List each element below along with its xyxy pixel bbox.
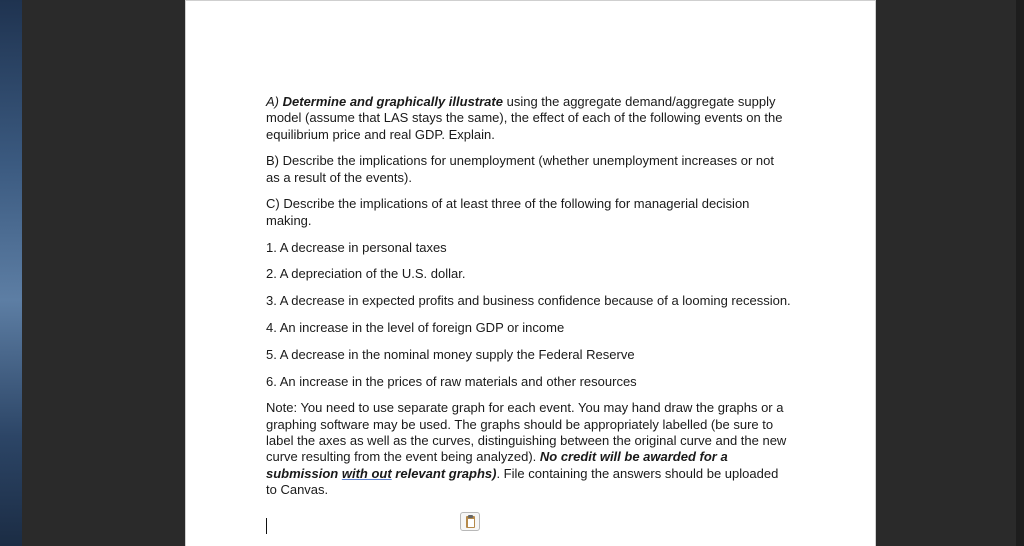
paragraph-c: C) Describe the implications of at least three of the following for managerial decision making. [266, 196, 750, 228]
clipboard-sheet [468, 519, 474, 527]
clipboard-clip [468, 515, 473, 518]
window-edge [1016, 0, 1024, 546]
paragraph-a-lead: A) [266, 94, 283, 109]
paragraph-a-emphasis: Determine and graphically illustrate [282, 94, 503, 109]
clipboard-icon[interactable] [460, 512, 480, 531]
spellcheck-underlined-word[interactable]: with out [341, 465, 392, 481]
paragraph-b: B) Describe the implications for unemployment (whether unemployment increases or not as a result of the events). [266, 153, 774, 185]
document-page[interactable] [185, 0, 876, 546]
list-item: 6. An increase in the prices of raw materials and other resources [266, 373, 637, 389]
list-item: 3. A decrease in expected profits and business confidence because of a looming recession. [266, 293, 791, 309]
paragraph-a [266, 94, 791, 143]
note-warning: No credit will be awarded for a submission [266, 449, 728, 481]
note-closing: . File containing the answers should be uploaded to Canvas. [266, 465, 779, 497]
list-item: 1. A decrease in personal taxes [266, 239, 447, 255]
list-item: 4. An increase in the level of foreign GDP or income [266, 319, 565, 335]
document-body[interactable] [266, 94, 791, 509]
note-text: Note: You need to use separate graph for each event. You may hand draw the graphs or a graphing software may be used. The graphs should be appropriately labelled (be sure to label the axes as well as the curves, distinguishing between the original curve and the new curve resulting from the event being analyzed). [266, 400, 787, 465]
desktop-background [0, 0, 22, 546]
note-paragraph [266, 400, 791, 498]
list-item: 2. A depreciation of the U.S. dollar. [266, 266, 466, 282]
note-warning-end: relevant graphs) [391, 465, 497, 481]
paragraph-a-text: using the aggregate demand/aggregate supply model (assume that LAS stays the same), the effect of each of the following events on the equilibrium price and real GDP. Explain. [266, 94, 783, 142]
text-cursor [266, 518, 267, 534]
list-item: 5. A decrease in the nominal money supply the Federal Reserve [266, 346, 635, 362]
